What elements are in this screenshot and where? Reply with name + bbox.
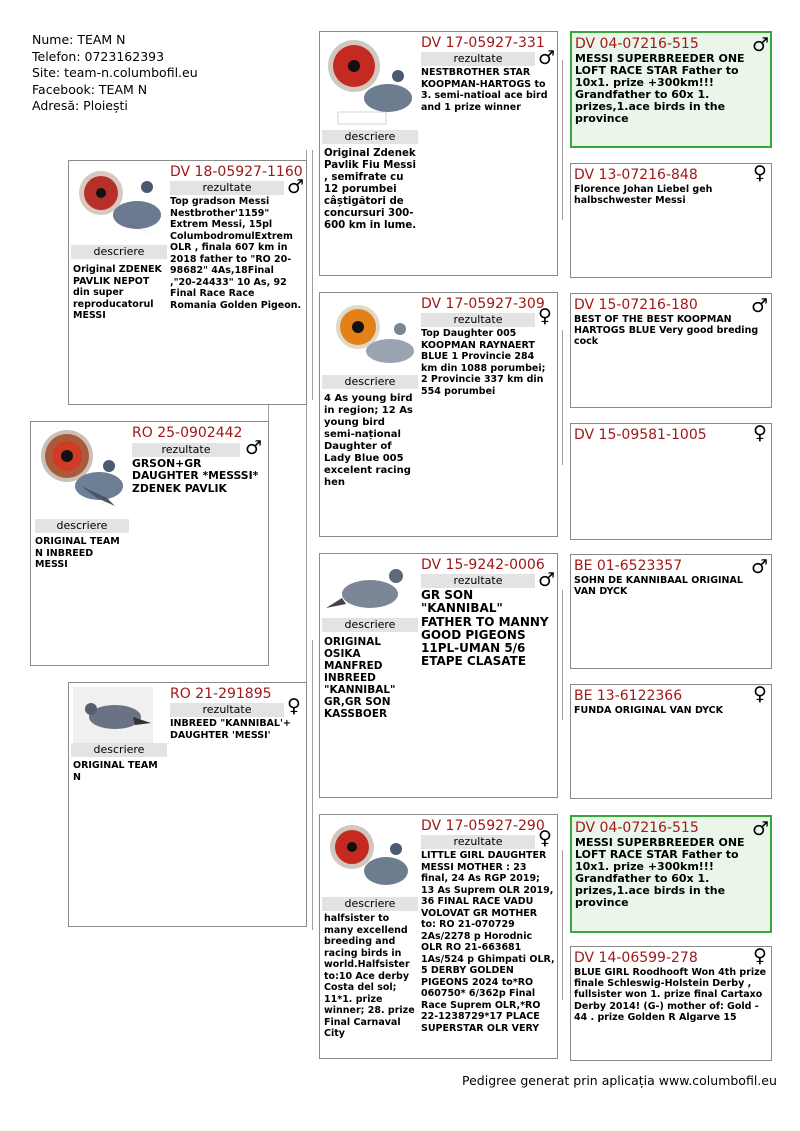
pigeon-photo	[37, 426, 129, 518]
pigeon-card-fff[interactable]	[570, 31, 772, 148]
pigeon-card-father[interactable]	[68, 160, 307, 405]
female-icon: ♀	[287, 695, 301, 717]
contact-phone: Telefon: 0723162393	[32, 48, 165, 64]
footer-credit: Pedigree generat prin aplicația www.columbofil.eu	[462, 1073, 777, 1088]
male-icon: ♂	[752, 818, 770, 840]
pigeon-note: Original Zdenek Pavlik Fiu Messi , semifrate cu 12 porumbei câștigători de concursuri 300-600 km in lume.	[324, 148, 417, 231]
pigeon-card-mff[interactable]	[570, 554, 772, 669]
pigeon-photo	[73, 687, 153, 743]
description-button[interactable]: descriere	[35, 519, 129, 533]
results-button[interactable]: rezultate	[421, 835, 535, 849]
ring-number: DV 04-07216-515	[575, 36, 699, 52]
connector	[562, 590, 563, 720]
female-icon: ♀	[538, 827, 552, 849]
female-icon: ♀	[538, 305, 552, 327]
pigeon-description: FUNDA ORIGINAL VAN DYCK	[574, 705, 724, 716]
pigeon-description: Top gradson Messi Nestbrother'1159" Extrem Messi, 15pl ColumbodromulExtrem OLR , finala 607 km in 2018 father to "RO 20-98682" 4As,18Final ,"20-24433" 10 As, 92 Final Race Race Romania Golden Pigeon.	[170, 196, 302, 311]
pigeon-photo	[324, 36, 420, 130]
ring-number: DV 04-07216-515	[575, 820, 699, 836]
male-icon: ♂	[538, 569, 556, 591]
pigeon-description: MESSI SUPERBREEDER ONE LOFT RACE STAR Father to 10x1. prize +300km!!! Grandfather to 60x 1. prizes,1.ace birds in the province	[575, 52, 745, 125]
pigeon-card-fmf[interactable]	[570, 293, 772, 408]
contact-info	[32, 32, 198, 115]
results-button[interactable]: rezultate	[132, 443, 240, 457]
male-icon: ♂	[287, 176, 305, 198]
connector	[562, 330, 563, 465]
ring-number: DV 15-07216-180	[574, 297, 698, 313]
pigeon-description: NESTBROTHER STAR KOOPMAN-HARTOGS to 3. semi-natioal ace bird and 1 prize winner	[421, 67, 548, 113]
ring-number: DV 15-9242-0006	[421, 557, 545, 573]
results-button[interactable]: rezultate	[170, 703, 284, 717]
pigeon-description: BLUE GIRL Roodhooft Won 4th prize finale Schleswig-Holstein Derby , fullsister won 1. prize final Cartaxo Derby 2014! (G-) mother of: Gold - 44 . prize Golden R Algarve 15	[574, 967, 767, 1023]
description-button[interactable]: descriere	[322, 897, 418, 911]
female-icon: ♀	[753, 423, 767, 444]
ring-number: DV 17-05927-309	[421, 296, 545, 312]
results-button[interactable]: rezultate	[421, 574, 535, 588]
pigeon-description: MESSI SUPERBREEDER ONE LOFT RACE STAR Father to 10x1. prize +300km!!! Grandfather to 60x 1. prizes,1.ace birds in the province	[575, 836, 745, 909]
male-icon: ♂	[752, 34, 770, 56]
male-icon: ♂	[245, 437, 263, 459]
ring-number: DV 15-09581-1005	[574, 427, 707, 443]
pigeon-note: ORIGINAL TEAM N INBREED MESSI	[35, 536, 120, 570]
description-button[interactable]: descriere	[71, 245, 167, 259]
pigeon-card-ff[interactable]	[319, 31, 558, 276]
pigeon-card-fm[interactable]	[319, 292, 558, 537]
pigeon-description: LITTLE GIRL DAUGHTER MESSI MOTHER : 23 final, 24 As RGP 2019; 13 As Suprem OLR 2019, 36 FINAL RACE VADU VOLOVAT GR MOTHER to: RO 21-070729 2As/2278 p Horodnic OLR RO 21-663681 1As/524 p Ghimpati OLR, 5 DERBY GOLDEN PIGEONS 2024 to*RO 060750* 6/362p Final Race Suprem OLR,*RO 22-1238729*17 PLACE SUPERSTAR OLR VERY	[421, 850, 555, 1034]
pigeon-card-mf[interactable]	[319, 553, 558, 798]
male-icon: ♂	[751, 556, 769, 578]
connector	[562, 60, 563, 220]
female-icon: ♀	[753, 684, 767, 705]
pigeon-card-mm[interactable]	[319, 814, 558, 1059]
pigeon-card-mmf[interactable]	[570, 815, 772, 933]
pigeon-description: GRSON+GR DAUGHTER *MESSSI* ZDENEK PAVLIK	[132, 457, 259, 495]
pigeon-note: 4 As young bird in region; 12 As young bird semi-național Daughter of Lady Blue 005 excelent racing hen	[324, 393, 413, 488]
pigeon-card-ffm[interactable]	[570, 163, 772, 278]
ring-number: DV 13-07216-848	[574, 167, 698, 183]
pigeon-description: INBREED "KANNIBAL'+ DAUGHTER 'MESSI'	[170, 718, 291, 741]
ring-number: RO 21-291895	[170, 686, 272, 702]
contact-site: Site: team-n.columbofil.eu	[32, 65, 198, 81]
pigeon-card-mother[interactable]	[68, 682, 307, 927]
male-icon: ♂	[538, 47, 556, 69]
pigeon-card-subject[interactable]	[30, 421, 269, 666]
connector	[312, 640, 313, 930]
pigeon-photo	[324, 817, 420, 897]
ring-number: DV 14-06599-278	[574, 950, 698, 966]
pigeon-card-fmm[interactable]	[570, 423, 772, 540]
results-button[interactable]: rezultate	[170, 181, 284, 195]
pigeon-note: ORIGINAL OSIKA MANFRED INBREED "KANNIBAL" GR,GR SON KASSBOER	[324, 636, 396, 720]
pigeon-photo	[330, 299, 420, 373]
description-button[interactable]: descriere	[322, 618, 418, 632]
pigeon-note: halfsister to many excellend breeding and racing birds in world.Halfsister to:10 Ace derby Costa del sol; 11*1. prize winner; 28. prize Final Carnaval City	[324, 913, 415, 1039]
contact-name: Nume: TEAM N	[32, 32, 126, 47]
ring-number: RO 25-0902442	[132, 425, 243, 441]
pigeon-photo	[75, 165, 167, 247]
description-button[interactable]: descriere	[322, 375, 418, 389]
description-button[interactable]: descriere	[322, 130, 418, 144]
contact-address: Adresă: Ploiești	[32, 98, 128, 114]
female-icon: ♀	[753, 946, 767, 967]
male-icon: ♂	[751, 295, 769, 317]
connector	[312, 150, 313, 400]
results-button[interactable]: rezultate	[421, 313, 535, 327]
pigeon-card-mmm[interactable]	[570, 946, 772, 1061]
ring-number: BE 13-6122366	[574, 688, 683, 704]
female-icon: ♀	[753, 163, 767, 184]
ring-number: DV 17-05927-290	[421, 818, 545, 834]
pigeon-description: BEST OF THE BEST KOOPMAN HARTOGS BLUE Very good breding cock	[574, 314, 759, 348]
description-button[interactable]: descriere	[71, 743, 167, 757]
ring-number: DV 17-05927-331	[421, 35, 545, 51]
pigeon-note: ORIGINAL TEAM N	[73, 760, 158, 783]
results-button[interactable]: rezultate	[421, 52, 535, 66]
ring-number: DV 18-05927-1160	[170, 164, 303, 180]
pigeon-card-mfm[interactable]	[570, 684, 772, 799]
pigeon-description: GR SON "KANNIBAL" FATHER TO MANNY GOOD PIGEONS 11PL-UMAN 5/6 ETAPE CLASATE	[421, 588, 549, 669]
pigeon-note: Original ZDENEK PAVLIK NEPOT din super reproducatorul MESSI	[73, 264, 162, 321]
pigeon-description: Florence Johan Liebel geh halbschwester Messi	[574, 184, 713, 207]
pigeon-description: SOHN DE KANNIBAAL ORIGINAL VAN DYCK	[574, 575, 743, 598]
ring-number: BE 01-6523357	[574, 558, 683, 574]
pigeon-description: Top Daughter 005 KOOPMAN RAYNAERT BLUE 1 Provincie 284 km din 1088 porumbei; 2 Provincie 337 km din 554 porumbei	[421, 328, 546, 397]
contact-facebook: Facebook: TEAM N	[32, 81, 148, 97]
connector	[562, 850, 563, 1000]
pigeon-photo	[324, 558, 418, 620]
